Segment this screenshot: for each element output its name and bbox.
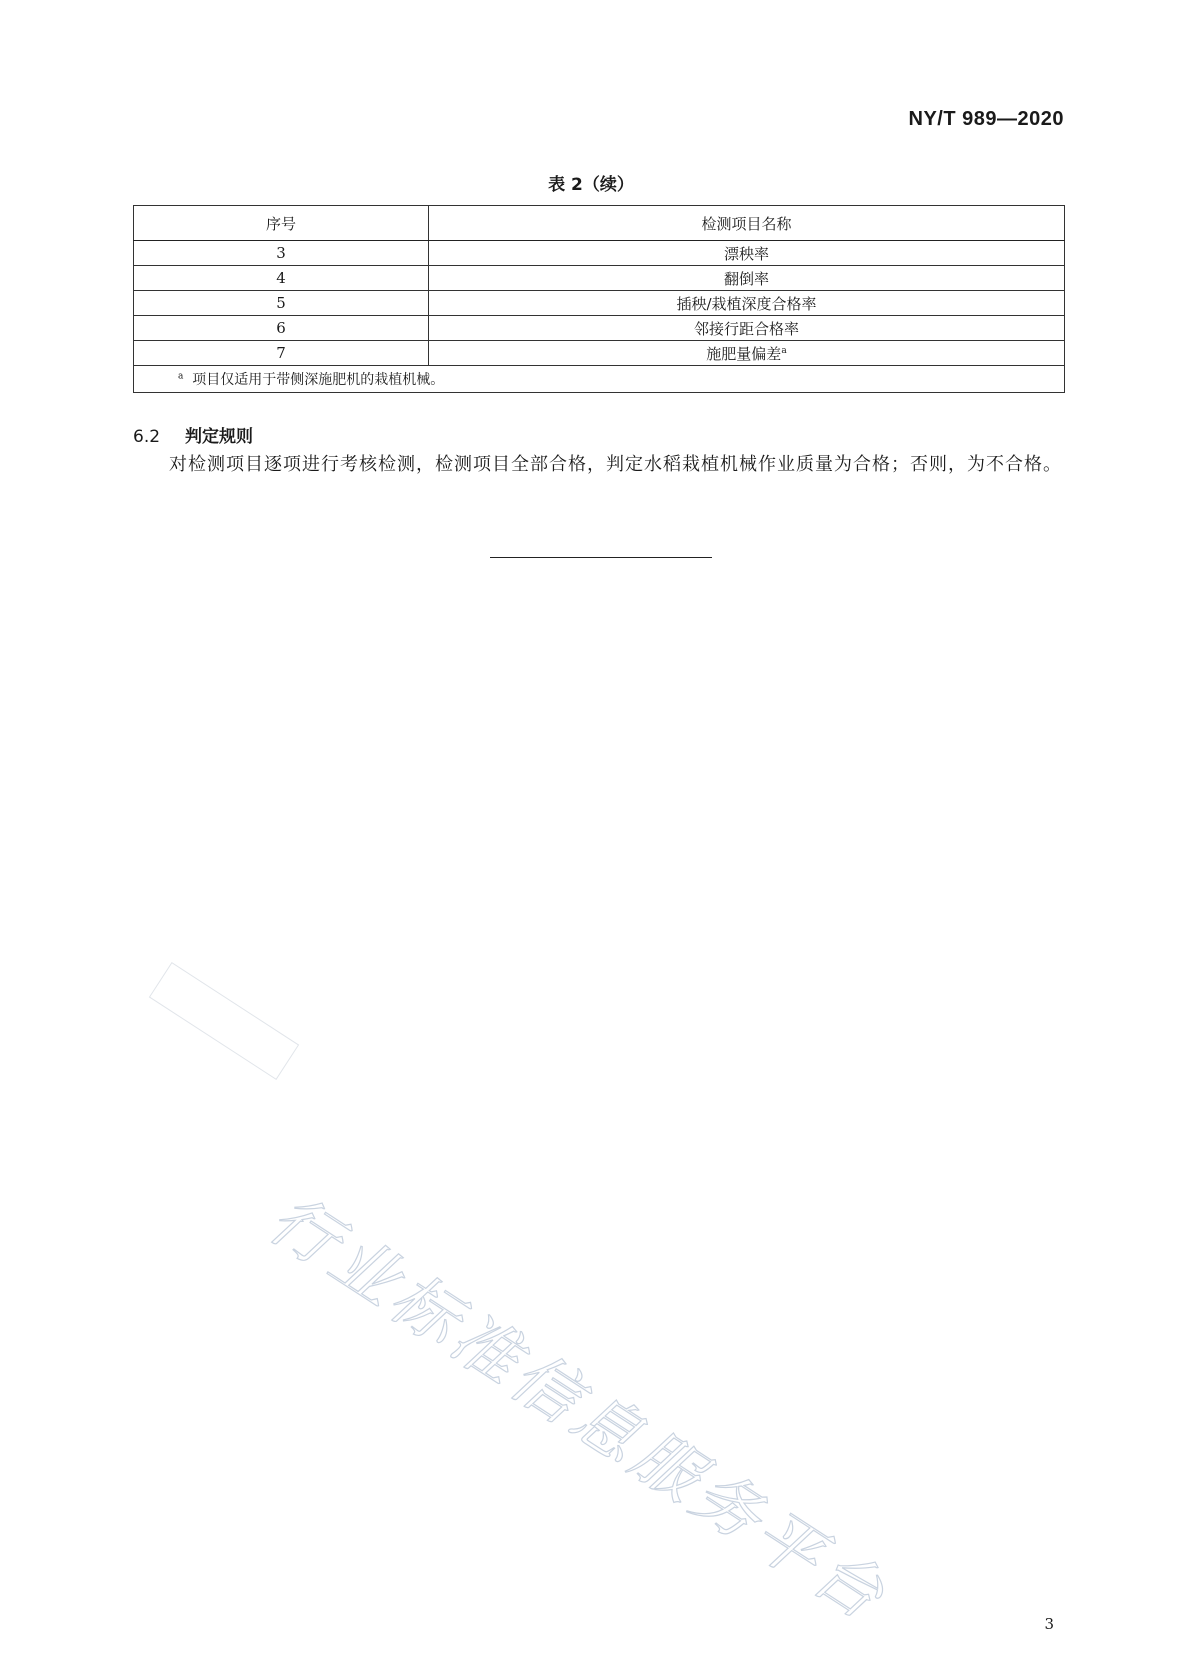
faded-stamp [149,962,299,1080]
column-header-no: 序号 [134,206,429,241]
watermark: 行业标准信息服务平台 [255,1180,902,1637]
cell-no: 3 [134,241,429,266]
table-row [134,291,1065,316]
cell-name: 漂秧率 [429,241,1065,266]
cell-name: 插秧/栽植深度合格率 [429,291,1065,316]
cell-name-text: 施肥量偏差 [706,344,782,363]
table-row [134,266,1065,291]
page-number: 3 [1044,1615,1054,1633]
cell-no: 6 [134,316,429,341]
footnote-text: 项目仅适用于带侧深施肥机的栽植机械。 [192,372,445,388]
table-header-row [134,206,1065,241]
end-rule [490,557,712,558]
cell-no: 4 [134,266,429,291]
inspection-items-table [133,205,1065,393]
section-title: 判定规则 [185,427,253,447]
table-caption: 表 2（续） [548,175,634,195]
footnote-ref: a [781,345,787,356]
cell-no: 7 [134,341,429,366]
table-row [134,341,1065,366]
table-footnote [134,366,1065,393]
column-header-name: 检测项目名称 [429,206,1065,241]
cell-no: 5 [134,291,429,316]
cell-name: 翻倒率 [429,266,1065,291]
cell-name: 邻接行距合格率 [429,316,1065,341]
table-row [134,241,1065,266]
standard-code: NY/T 989—2020 [908,108,1064,130]
section-paragraph: 对检测项目逐项进行考核检测，检测项目全部合格，判定水稻栽植机械作业质量为合格；否则，为不合格。 [169,454,1062,475]
cell-name [429,341,1065,366]
table-footnote-row [134,366,1065,393]
table-row [134,316,1065,341]
footnote-mark: a [178,371,184,382]
section-number: 6.2 [133,427,161,447]
section-heading [133,422,253,447]
